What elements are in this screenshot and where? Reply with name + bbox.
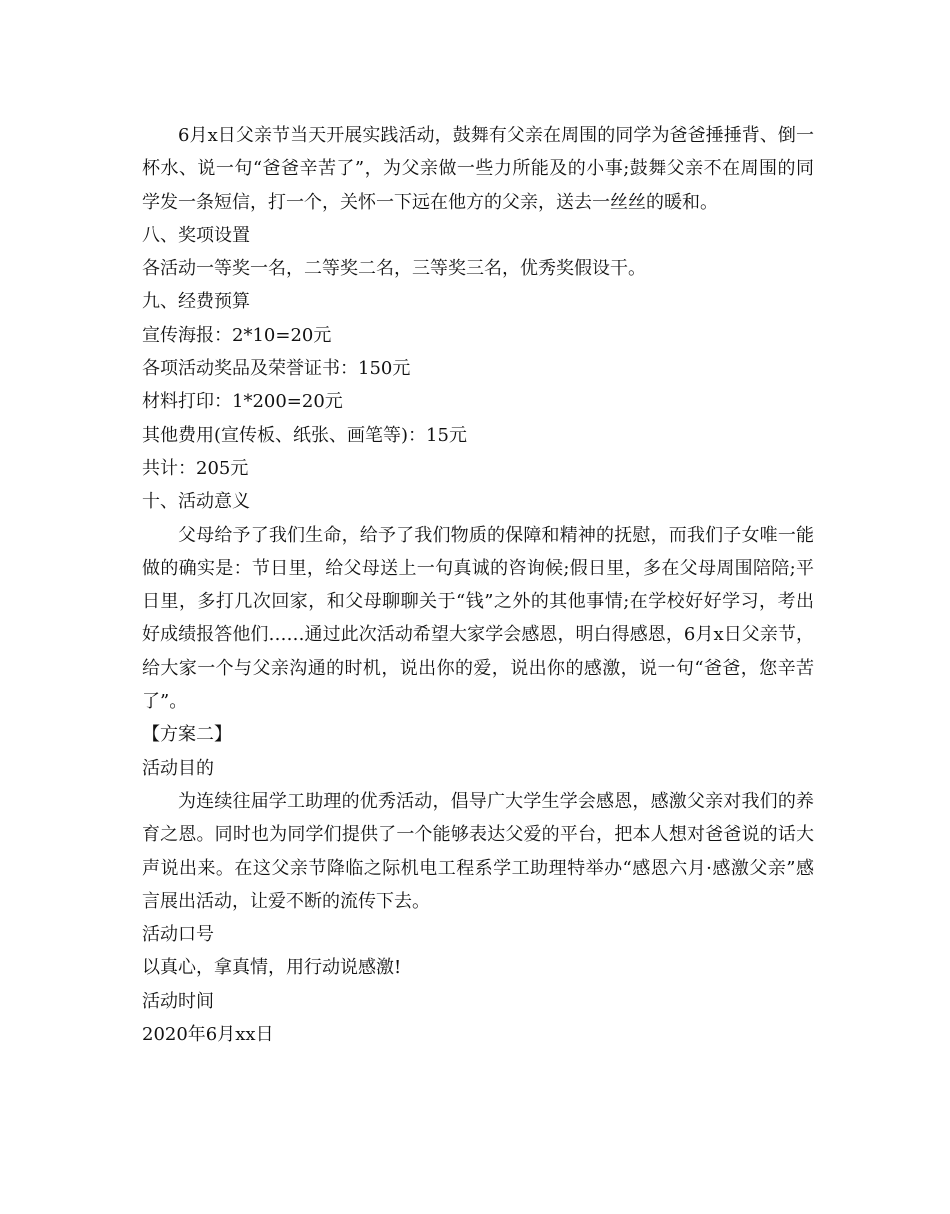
awards-detail: 各活动一等奖一名，二等奖二名，三等奖三名，优秀奖假设干。 xyxy=(142,258,646,280)
paragraph-purpose: 为连续往届学工助理的优秀活动，倡导广大学生学会感恩，感激父亲对我们的养育之恩。同时也为同学们提供了一个能够表达父爱的平台，把本人想对爸爸说的话大声说出来。在这父亲节降临之际机电工程系学工助理特举办“感恩六月·感激父亲”感言展出活动，让爱不断的流传下去。 xyxy=(142,790,814,912)
paragraph-significance: 父母给予了我们生命，给予了我们物质的保障和精神的抚慰，而我们子女唯一能做的确实是：节日里，给父母送上一句真诚的咨询候;假日里，多在父母周围陪陪;平日里，多打几次回家，和父母聊聊关于“钱”之外的其他事情;在学校好好学习，考出好成绩报答他们……通过此次活动希望大家学会感恩，明白得感恩，6月x日父亲节，给大家一个与父亲沟通的时机，说出你的爱，说出你的感激，说一句“爸爸，您辛苦了”。 xyxy=(142,524,814,713)
heading-plan-two: 【方案二】 xyxy=(142,724,232,746)
heading-time: 活动时间 xyxy=(142,990,214,1012)
heading-slogan: 活动口号 xyxy=(142,924,214,946)
heading-awards: 八、奖项设置 xyxy=(142,224,250,246)
activity-date: 2020年6月xx日 xyxy=(142,1024,274,1046)
paragraph-practice-activity: 6月x日父亲节当天开展实践活动，鼓舞有父亲在周围的同学为爸爸捶捶背、倒一杯水、说一句“爸爸辛苦了”，为父亲做一些力所能及的小事;鼓舞父亲不在周围的同学发一条短信，打一个，关怀一下远在他方的父亲，送去一丝丝的暖和。 xyxy=(142,125,814,213)
budget-other: 其他费用(宣传板、纸张、画笔等)：15元 xyxy=(142,424,467,446)
budget-poster: 宣传海报：2*10=20元 xyxy=(142,324,332,346)
heading-budget: 九、经费预算 xyxy=(142,291,250,313)
heading-purpose: 活动目的 xyxy=(142,757,214,779)
slogan-text: 以真心，拿真情，用行动说感激! xyxy=(142,957,402,979)
budget-total: 共计：205元 xyxy=(142,457,249,479)
heading-significance: 十、活动意义 xyxy=(142,491,250,513)
budget-prizes: 各项活动奖品及荣誉证书：150元 xyxy=(142,358,411,380)
document-body xyxy=(142,119,814,1051)
budget-printing: 材料打印：1*200=20元 xyxy=(142,391,343,413)
